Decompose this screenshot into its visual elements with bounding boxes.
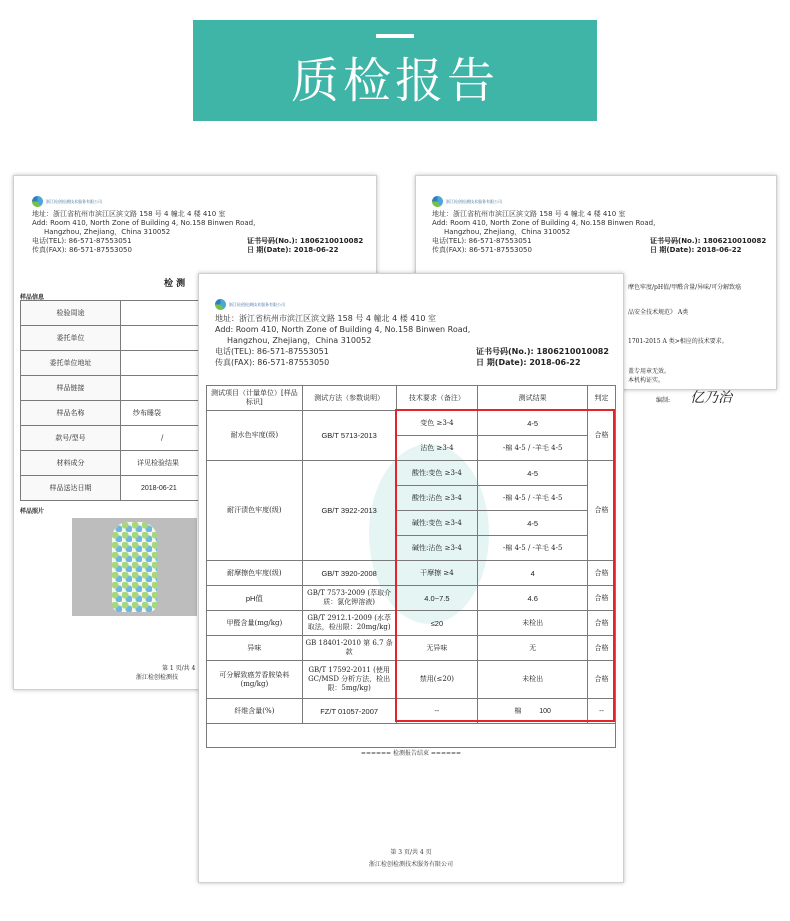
footer-company: 浙江检创检测技 — [136, 674, 179, 681]
table-row: 异味 GB 18401-2010 第 6.7 条款 无异味 无 合格 — [207, 636, 616, 661]
table-row: pH值 GB/T 7573-2009 (萃取介质：氯化钾溶液) 4.0~7.5 4.6 合格 — [207, 586, 616, 611]
address-en-2: Hangzhou, Zhejiang，China 310052 — [44, 228, 171, 236]
logo-mark-icon — [432, 196, 443, 207]
footer-company: 浙江检创检测技术服务有限公司 — [368, 861, 453, 868]
report-date: 日 期(Date): 2018-06-22 — [650, 246, 742, 254]
section-sample-info: 样品信息 — [20, 294, 45, 301]
company-logo: 浙江检创检测技术服务有限公司 — [215, 299, 285, 310]
address-en-1: Add: Room 410, North Zone of Building 4, No.158 Binwen Road, — [32, 219, 256, 227]
table-row: 碱性:沾色 ≥3-4 -棉 4-5 / -羊毛 4-5 — [207, 536, 616, 561]
table-row: 可分解致癌芳香胺染料(mg/kg) GB/T 17592-2011 (使用 GC/MSD 分析方法，检出限：5mg/kg) 禁用(≤20) 未检出 合格 — [207, 661, 616, 699]
table-row: 纤维含量(%) FZ/T 01057-2007 -- 棉 100 -- — [207, 699, 616, 724]
address-en-1: Add: Room 410, North Zone of Building 4, No.158 Binwen Road, — [215, 325, 471, 334]
fax: 传真(FAX): 86-571-87553050 — [215, 358, 330, 367]
logo-mark-icon — [215, 299, 226, 310]
logo-mark-icon — [32, 196, 43, 207]
address-cn: 地址：浙江省杭州市滨江区滨文路 158 号 4 幢北 4 楼 410 室 — [215, 314, 437, 323]
table-row: 酸性:沾色 ≥3-4 -棉 4-5 / -羊毛 4-5 — [207, 486, 616, 511]
sign-label: 编制: — [656, 397, 671, 404]
table-row: 样品送达日期 2018-06-21 — [21, 476, 366, 501]
banner-accent-bar — [376, 34, 414, 38]
address-en-1: Add: Room 410, North Zone of Building 4, No.158 Binwen Road, — [432, 219, 656, 227]
table-row: 检验周途 — [21, 301, 366, 326]
table-row: 碱性:变色 ≥3-4 4-5 — [207, 511, 616, 536]
report-page-3 — [198, 273, 624, 883]
table-row: 耐摩擦色牢度(级) GB/T 3920-2008 干摩擦 ≥4 4 合格 — [207, 561, 616, 586]
page-number: 第 3 页/共 4 页 — [390, 849, 432, 856]
report-date: 日 期(Date): 2018-06-22 — [247, 246, 339, 254]
table-header-row: 测试项目（计量单位）[样品标识] 测试方法（参数说明） 技术要求（备注） 测试结果 判定 — [207, 386, 616, 411]
address-en-2: Hangzhou, Zhejiang，China 310052 — [227, 336, 372, 345]
report-date: 日 期(Date): 2018-06-22 — [476, 358, 581, 367]
conclusion-line-5: 本机构证实。 — [628, 377, 665, 384]
company-logo: 浙江检创检测技术服务有限公司 — [32, 196, 102, 207]
page-title: 检 测 — [164, 279, 186, 289]
cert-number: 证书号码(No.): 1806210010082 — [650, 237, 767, 245]
company-logo: 浙江检创检测技术服务有限公司 — [432, 196, 502, 207]
tel: 电话(TEL): 86-571-87553051 — [215, 347, 329, 356]
signature: 亿乃治 — [690, 390, 732, 406]
table-row: 款号/型号 / — [21, 426, 366, 451]
page-number: 第 1 页/共 4 — [162, 665, 196, 672]
table-row: 样品链接 — [21, 376, 366, 401]
address-en-2: Hangzhou, Zhejiang，China 310052 — [444, 228, 571, 236]
tel: 电话(TEL): 86-571-87553051 — [432, 237, 532, 245]
table-row: 耐水色牢度(级) GB/T 5713-2013 变色 ≥3-4 4-5 合格 — [207, 411, 616, 436]
table-row: 耐汗渍色牢度(级) GB/T 3922-2013 酸性:变色 ≥3-4 4-5 合格 — [207, 461, 616, 486]
table-row: 材料成分 详见检验结果 — [21, 451, 366, 476]
table-row: 沾色 ≥3-4 -棉 4-5 / -羊毛 4-5 — [207, 436, 616, 461]
fiber-result-cell: 棉 100 — [478, 699, 588, 724]
cert-number: 证书号码(No.): 1806210010082 — [247, 237, 364, 245]
table-row: 样品名称 纱布睡袋 — [21, 401, 366, 426]
table-row — [207, 724, 616, 748]
address-cn: 地址：浙江省杭州市滨江区滨文路 158 号 4 幢北 4 楼 410 室 — [432, 210, 626, 218]
table-row: 委托单位 — [21, 326, 366, 351]
conclusion-line-3: 1701-2015 A 类>相应的技术要求。 — [628, 338, 728, 345]
title-banner — [193, 20, 597, 121]
table-row: 委托单位地址 — [21, 351, 366, 376]
conclusion-line-1: 摩色牢度/pH值/甲醛含量/异味/可分解致癌 — [628, 284, 742, 291]
tel: 电话(TEL): 86-571-87553051 — [32, 237, 132, 245]
address-cn: 地址：浙江省杭州市滨江区滨文路 158 号 4 幢北 4 楼 410 室 — [32, 210, 226, 218]
section-sample-photo: 样品照片 — [20, 508, 45, 515]
fax: 传真(FAX): 86-571-87553050 — [32, 246, 132, 254]
highlight-box — [395, 409, 615, 722]
fax: 传真(FAX): 86-571-87553050 — [432, 246, 532, 254]
banner-title: 质检报告 — [290, 53, 499, 109]
end-note: ====== 检测报告结束 ====== — [360, 750, 462, 757]
cert-number: 证书号码(No.): 1806210010082 — [476, 347, 609, 356]
table-row: 甲醛含量(mg/kg) GB/T 2912.1-2009 (水萃取法，检出限：20mg/kg) ≤20 未检出 合格 — [207, 611, 616, 636]
romper-image — [112, 522, 157, 612]
conclusion-line-2: 品安全技术规范》 A类 — [628, 309, 689, 316]
conclusion-line-4: 盖专用章无效。 — [628, 368, 671, 375]
sample-photo — [72, 518, 197, 616]
